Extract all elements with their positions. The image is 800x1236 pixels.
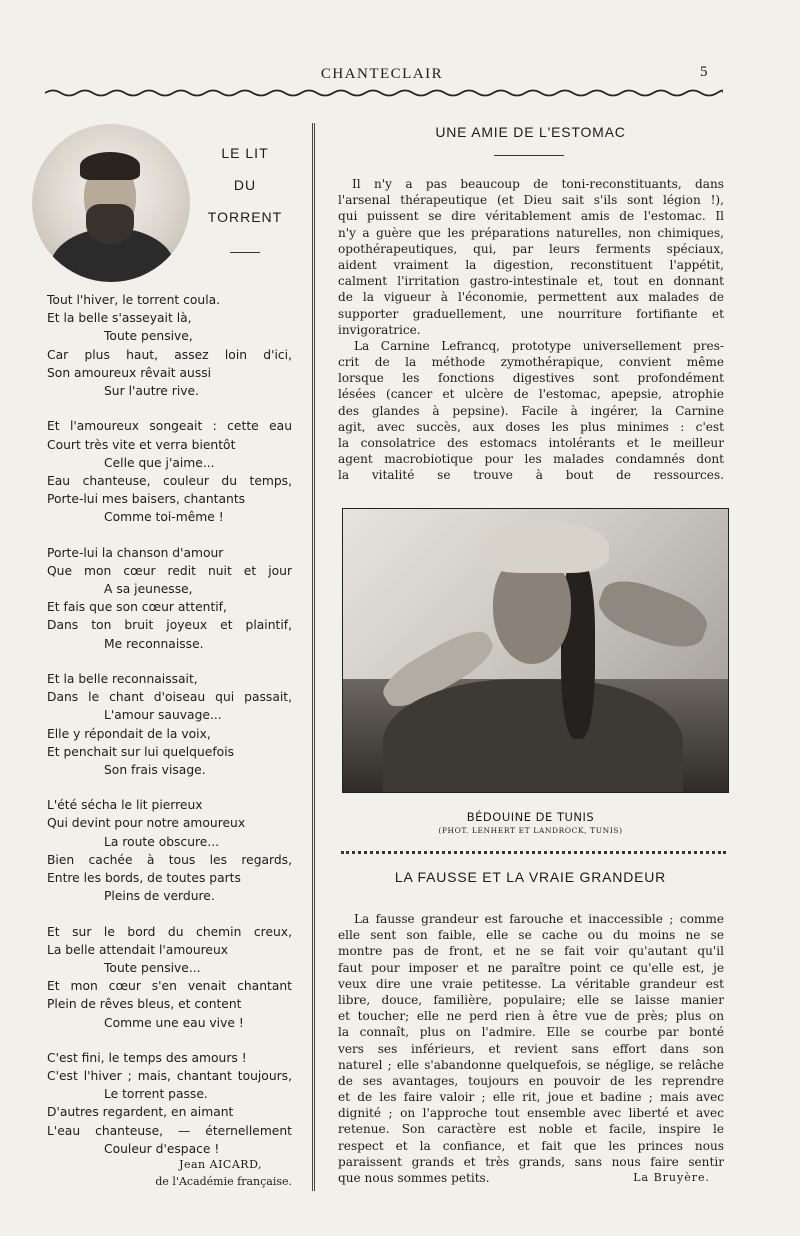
title-rule [230, 252, 260, 253]
final-line-text: que nous sommes petits. [338, 1171, 490, 1185]
article-line: dignité ; on l'approche tout ensemble avec liberté et avec [338, 1106, 724, 1121]
poem-line: Que mon cœur redit nuit et jour [47, 563, 292, 578]
poem-line: Pleins de verdure. [104, 889, 215, 904]
article-line: La fausse grandeur est farouche et inaccessible ; comme [354, 912, 724, 926]
article-body [338, 911, 724, 1170]
poem-line: Toute pensive... [104, 960, 201, 975]
article-line: Il n'y a pas beaucoup de toni-reconstituants, dans [352, 177, 724, 191]
poem-line: Entre les bords, de toutes parts [47, 871, 241, 885]
article-author: La Bruyère. [633, 1171, 710, 1184]
poem-line: Qui devint pour notre amoureux [47, 816, 246, 831]
poem-line: Et mon cœur s'en venait chantant [47, 979, 292, 994]
poem-line: Et l'amoureux songeait : cette eau [47, 419, 292, 434]
article-line: lésées (cancer et ulcère de l'estomac, apepsie, atrophie [338, 387, 724, 402]
article-line: la connaît, plus on l'admire. Elle se courbe par bonté [338, 1025, 724, 1040]
article-line: libre, douce, familière, populaire; elle se laisse manier [338, 992, 724, 1007]
poem-line: Couleur d'espace ! [104, 1141, 220, 1156]
article-line: elle sent son faible, elle se cache ou du moins ne se [338, 928, 724, 943]
article-line: crit de la méthode zymothérapique, convient même [338, 355, 724, 370]
title-rule [494, 155, 564, 156]
poem-line: Porte-lui la chanson d'amour [47, 545, 224, 560]
photo-caption: BÉDOUINE DE TUNIS [466, 810, 595, 824]
article-line: des glandes à pepsine). Facile à ingérer, la Carnine [338, 403, 724, 418]
poem-line: Et fais que son cœur attentif, [47, 600, 227, 615]
article-final-line [338, 1171, 724, 1187]
poem-line: Porte-lui mes baisers, chantants [47, 492, 246, 507]
article-line: paraissent grands et très grands, sans nous faire sentir [338, 1154, 724, 1169]
poem-line: L'été sécha le lit pierreux [47, 798, 203, 813]
article-line: invigoratrice. [338, 322, 421, 337]
poem-line: Dans ton bruit joyeux et plaintif, [47, 618, 292, 633]
article-line: naturel ; elle s'abandonne quelquefois, se néglige, se relâche [338, 1057, 724, 1072]
photo-credit: (PHOT. LENHERT ET LANDROCK, TUNIS) [438, 826, 623, 835]
article-line: montre pas de front, et ne se fait voir qu'autant qu'il [338, 944, 724, 959]
poem-stanza [47, 544, 292, 653]
poem-line: Comme toi-même ! [104, 510, 224, 525]
dotted-separator [341, 851, 726, 854]
poem-line: Celle que j'aime... [104, 455, 215, 470]
poem-line: D'autres regardent, en aimant [47, 1105, 234, 1120]
article-line: qui puissent se dire véritablement amis de l'estomac. Il [338, 209, 724, 224]
journal-title: CHANTECLAIR [320, 66, 444, 82]
poem-line: Sur l'autre rive. [104, 383, 199, 398]
article-line: respect et la confiance, et fait que les princes nous [338, 1138, 724, 1153]
article-line: agent macrobiotique pour les malades condamnés dont [338, 452, 724, 467]
article-line: lorsque les fonctions digestives sont profondément [338, 371, 724, 386]
poem-line: Et penchait sur lui quelquefois [47, 744, 235, 759]
poem-line: Court très vite et verra bientôt [47, 437, 236, 452]
poem-stanza [47, 1049, 292, 1158]
poem-stanza [47, 796, 292, 905]
article-line: supporter graduellement, une nourriture fortifiante et [338, 306, 724, 321]
poem-title-line: DU [233, 177, 257, 193]
article-line: de ses avantages, toujours en pouvoir de les reprendre [338, 1073, 724, 1088]
poem-line: Et la belle reconnaissait, [47, 671, 198, 686]
poem-line: Son amoureux rêvait aussi [47, 365, 212, 380]
poem-body [47, 291, 292, 1175]
article-line: calment l'irritation gastro-intestinale et, tout en donnant [338, 274, 724, 289]
poem-line: L'eau chanteuse, — éternellement [47, 1123, 292, 1138]
poem-line: Elle y répondait de la voix, [47, 726, 211, 741]
article-line: agit, avec succès, aux doses les plus minimes : c'est [338, 419, 724, 434]
poem-line: Plein de rêves bleus, et content [47, 997, 242, 1012]
author-portrait [32, 124, 190, 282]
poem-stanza [47, 670, 292, 779]
poem-line: L'amour sauvage... [104, 708, 222, 723]
article-line: la vitalité se trouve à bout de ressources. [338, 468, 724, 483]
poem-line: La route obscure... [104, 834, 220, 849]
article-body [338, 176, 724, 484]
poem-line: Car plus haut, assez loin d'ici, [47, 347, 292, 362]
article-title: UNE AMIE DE L'ESTOMAC [435, 124, 626, 140]
photo-bedouine [342, 508, 729, 793]
article-line: faut pour imposer et ne paraître point ce qu'elle est, je [338, 960, 724, 975]
article-title: LA FAUSSE ET LA VRAIE GRANDEUR [394, 869, 667, 885]
article-line: La Carnine Lefrancq, prototype universellement pres- [354, 338, 724, 353]
article-line: la consolatrice des estomacs intolérants et le meilleur [338, 436, 724, 450]
poem-line: La belle attendait l'amoureux [47, 942, 229, 957]
poem-author: Jean AICARD, [179, 1158, 262, 1171]
poem-line: Me reconnaisse. [104, 636, 204, 651]
poem-line: C'est l'hiver ; mais, chantant toujours, [47, 1069, 292, 1084]
poem-stanza [47, 417, 292, 526]
poem-line: Et sur le bord du chemin creux, [47, 924, 292, 939]
poem-author-title: de l'Académie française. [155, 1175, 292, 1188]
article-line: et de les faire valoir ; elle rit, joue et badine ; mais avec [338, 1090, 724, 1105]
article-line: l'arsenal thérapeutique (et Dieu sait s'ils sont légion !), [338, 193, 724, 208]
column-divider [312, 123, 315, 1191]
article-line: vers ses inférieurs, et revient sans effort dans son [338, 1041, 724, 1056]
poem-line: Son frais visage. [104, 762, 206, 777]
poem-line: Et la belle s'asseyait là, [47, 311, 192, 326]
article-line: aident vraiment la digestion, reconstituent l'appétit, [338, 257, 724, 272]
article-line: retenue. Son caractère est noble et facile, inspire le [338, 1122, 724, 1137]
page-number: 5 [700, 64, 708, 80]
poem-line: A sa jeunesse, [104, 582, 193, 596]
poem-line: Dans le chant d'oiseau qui passait, [47, 690, 292, 705]
poem-line: Tout l'hiver, le torrent coula. [47, 293, 221, 307]
article-line: de la vigueur à l'économie, permettent aux malades de [338, 290, 724, 305]
poem-line: Toute pensive, [104, 329, 193, 344]
poem-line: Comme une eau vive ! [104, 1015, 244, 1030]
poem-stanza [47, 923, 292, 1032]
poem-title-line: TORRENT [207, 209, 283, 225]
poem-line: Eau chanteuse, couleur du temps, [47, 473, 292, 488]
poem-line: C'est fini, le temps des amours ! [47, 1050, 247, 1065]
header-wavy-rule [45, 85, 723, 99]
poem-title-line: LE LIT [221, 145, 269, 161]
article-line: n'y a guère que les préparations naturelles, non chimiques, [338, 225, 724, 240]
article-line: opothérapeutiques, qui, par leurs ferments spéciaux, [338, 241, 724, 256]
poem-line: Le torrent passe. [104, 1087, 208, 1102]
poem-line: Bien cachée à tous les regards, [47, 852, 292, 867]
poem-stanza [47, 291, 292, 400]
article-line: et toucher; elle ne perd rien à être vue de près; plus on [338, 1009, 724, 1024]
article-line: veux dire une vraie petitesse. La véritable grandeur est [338, 976, 724, 991]
